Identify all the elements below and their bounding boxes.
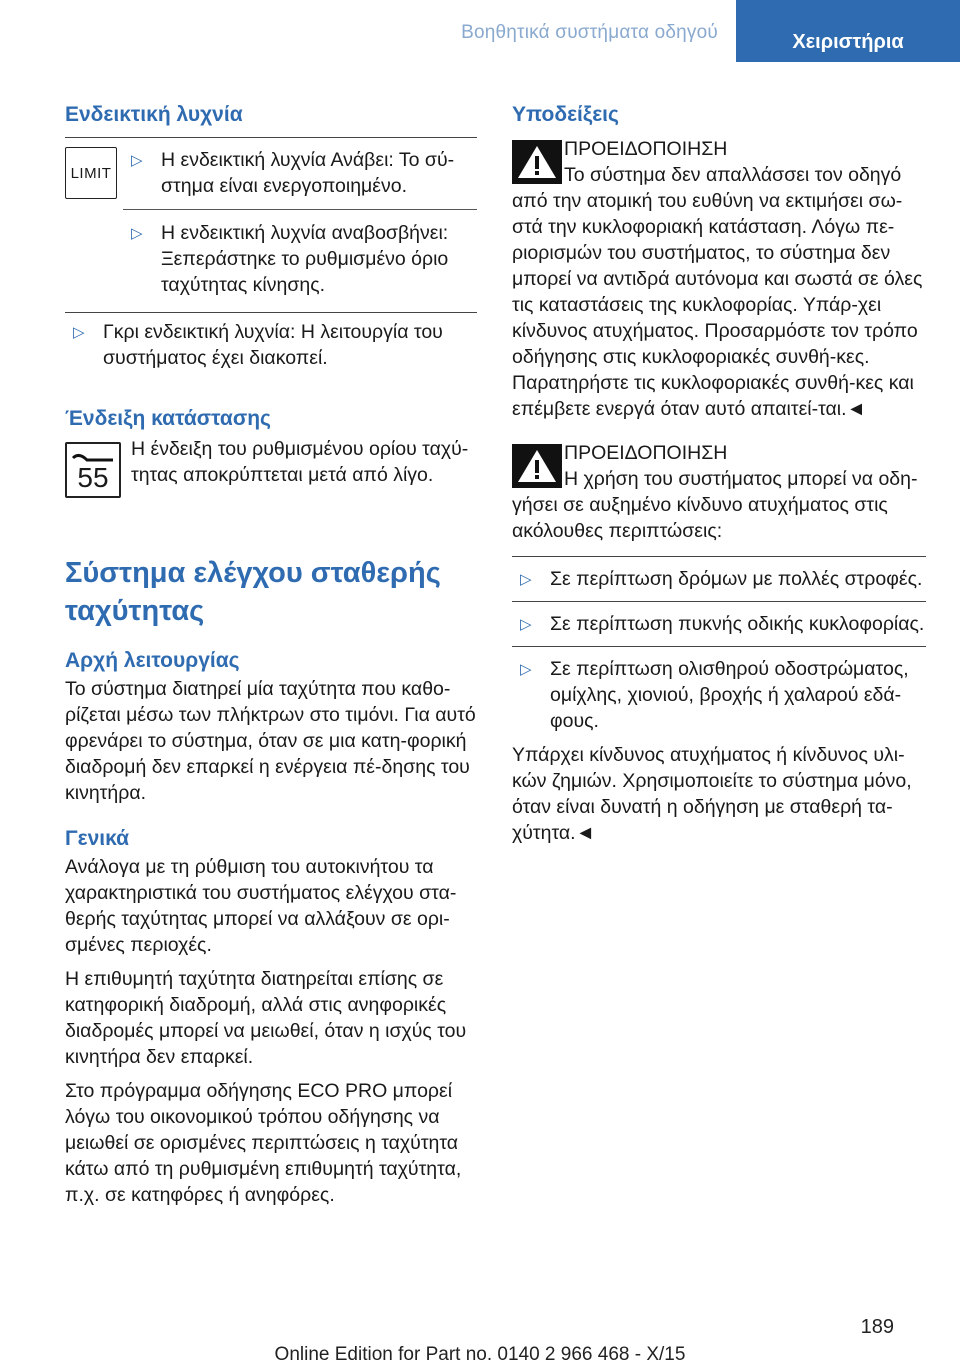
edition-note: Online Edition for Part no. 0140 2 966 468 - X/15: [274, 1344, 686, 1365]
warning-block: [512, 136, 926, 422]
section-title: Βοηθητικά συστήματα οδηγού: [461, 22, 718, 43]
chapter-label: Χειριστήρια: [792, 31, 904, 53]
warning-label: ΠΡΟΕΙΔΟΠΟΙΗΣΗ: [564, 138, 728, 160]
list-item: [512, 656, 926, 734]
main-section-title: Σύστημα ελέγχου σταθερής ταχύτητας: [65, 557, 441, 627]
bullet-triangle-icon: ▷: [131, 225, 143, 242]
bullet-triangle-icon: ▷: [73, 324, 85, 341]
list-item: [123, 220, 477, 298]
closing-paragraph: Υπάρχει κίνδυνος ατυχήματος ή κίνδυνος υλι-κών ζημιών. Χρησιμοποιείτε το σύστημα μόνο, όταν είναι δυνατή η οδήγηση με σταθερή τα-χύτητα.◄: [512, 744, 912, 844]
warning-text: [512, 466, 926, 544]
status-block: [65, 436, 477, 506]
general-paragraph: Η επιθυμητή ταχύτητα διατηρείται επίσης σε κατηφορική διαδρομή, αλλά στις ανηφορικές διαδρομές μπορεί να μειωθεί, όταν η ισχύς του κινητήρα δεν επαρκεί.: [65, 968, 467, 1068]
right-column: [512, 100, 926, 846]
warning-block: [512, 440, 926, 544]
warning-label: ΠΡΟΕΙΔΟΠΟΙΗΣΗ: [564, 442, 728, 464]
status-heading: Ένδειξη κατάστασης: [65, 407, 271, 430]
warning-triangle-icon: [512, 140, 562, 184]
page-header: [0, 0, 960, 62]
list-item: [123, 147, 477, 199]
status-text: Η ένδειξη του ρυθμισμένου ορίου ταχύ-τητας αποκρύπτεται μετά από λίγο.: [131, 438, 469, 486]
hints-heading: Υποδείξεις: [512, 103, 619, 126]
general-paragraph: Στο πρόγραμμα οδήγησης ECO PRO μπορεί λόγω του οικονομικού τρόπου οδήγησης να μειωθεί σε ορισμένες περιπτώσεις η ταχύτητα κάτω από τη ρυθμισμένη επιθυμητή ταχύτητα, π.χ. σε κατηφόρες ή ανηφόρες.: [65, 1080, 462, 1206]
general-paragraph: Ανάλογα με τη ρύθμιση του αυτοκινήτου τα χαρακτηριστικά του συστήματος ελέγχου στα-θερής ταχύτητας μπορεί να αλλάξουν σε ορι-σμένες περιοχές.: [65, 856, 457, 956]
list-item: [512, 566, 926, 592]
bullet-triangle-icon: ▷: [131, 152, 143, 169]
list-item-text: Σε περίπτωση ολισθηρού οδοστρώματος, ομίχλης, χιονιού, βροχής ή χαλαρού εδά-φους.: [550, 658, 909, 732]
list-item-text: Η ενδεικτική λυχνία Ανάβει: Το σύ-στημα είναι ενεργοποιημένο.: [161, 149, 455, 197]
limit-icon: [65, 147, 117, 199]
bullet-triangle-icon: ▷: [520, 571, 532, 588]
general-heading: Γενικά: [65, 827, 130, 850]
speed-limit-status-icon: [65, 442, 121, 498]
page-number: 189: [860, 1316, 894, 1338]
list-item: [65, 319, 477, 371]
warning-text-content: Η χρήση του συστήματος μπορεί να οδη-γήσει σε αυξημένο κίνδυνο ατυχήματος στις ακόλουθες περιπτώσεις:: [512, 468, 918, 542]
divider: [65, 312, 477, 313]
list-item-text: Σε περίπτωση πυκνής οδικής κυκλοφορίας.: [550, 613, 925, 635]
divider: [512, 556, 926, 557]
list-item: [512, 611, 926, 637]
speed-value: 55: [77, 462, 109, 493]
divider: [512, 601, 926, 602]
divider: [123, 209, 477, 210]
list-item-text: Γκρι ενδεικτική λυχνία: Η λειτουργία του συστήματος έχει διακοπεί.: [103, 321, 443, 369]
list-item-text: Σε περίπτωση δρόμων με πολλές στροφές.: [550, 568, 923, 590]
chapter-tab: [736, 0, 960, 62]
warning-text: [512, 162, 926, 422]
bullet-triangle-icon: ▷: [520, 616, 532, 633]
indicator-heading: Ενδεικτική λυχνία: [65, 103, 243, 126]
left-column: [65, 100, 477, 1208]
divider: [512, 646, 926, 647]
bullet-triangle-icon: ▷: [520, 661, 532, 678]
limit-indicator-block: [65, 138, 477, 370]
list-item-text: Η ενδεικτική λυχνία αναβοσβήνει: Ξεπεράστηκε το ρυθμισμένο όριο ταχύτητας κίνησης.: [161, 222, 449, 296]
principle-text: Το σύστημα διατηρεί μία ταχύτητα που καθο-ρίζεται μέσω των πλήκτρων στο τιμόνι. Για αυτό φρενάρει το σύστημα, όταν σε μια κατη-φορική διαδρομή δεν επαρκεί η ενέργεια πέ-δησης του κινητήρα.: [65, 678, 476, 804]
warning-triangle-icon: [512, 444, 562, 488]
principle-heading: Αρχή λειτουργίας: [65, 649, 240, 672]
warning-text-content: Το σύστημα δεν απαλλάσσει τον οδηγό από την ατομική του ευθύνη να εκτιμήσει σω-στά την κυκλοφοριακή κατάσταση. Λόγω πε-ριορισμών του συστήματος, το σύστημα δεν μπορεί να αντιδρά αυτόνομα και σωστά σε όλες τις καταστάσεις της κυκλοφορίας. Υπάρ-χει κίνδυνος ατυχήματος. Προσαρμόστε τον τρόπο οδήγησης στις κυκλοφοριακές συνθή-κες. Παρατηρήστε τις κυκλοφοριακές συνθή-κες και επέμβετε ενεργά όταν αυτό απαιτεί-ται.◄: [512, 164, 923, 420]
limit-icon-label: LIMIT: [70, 164, 112, 182]
